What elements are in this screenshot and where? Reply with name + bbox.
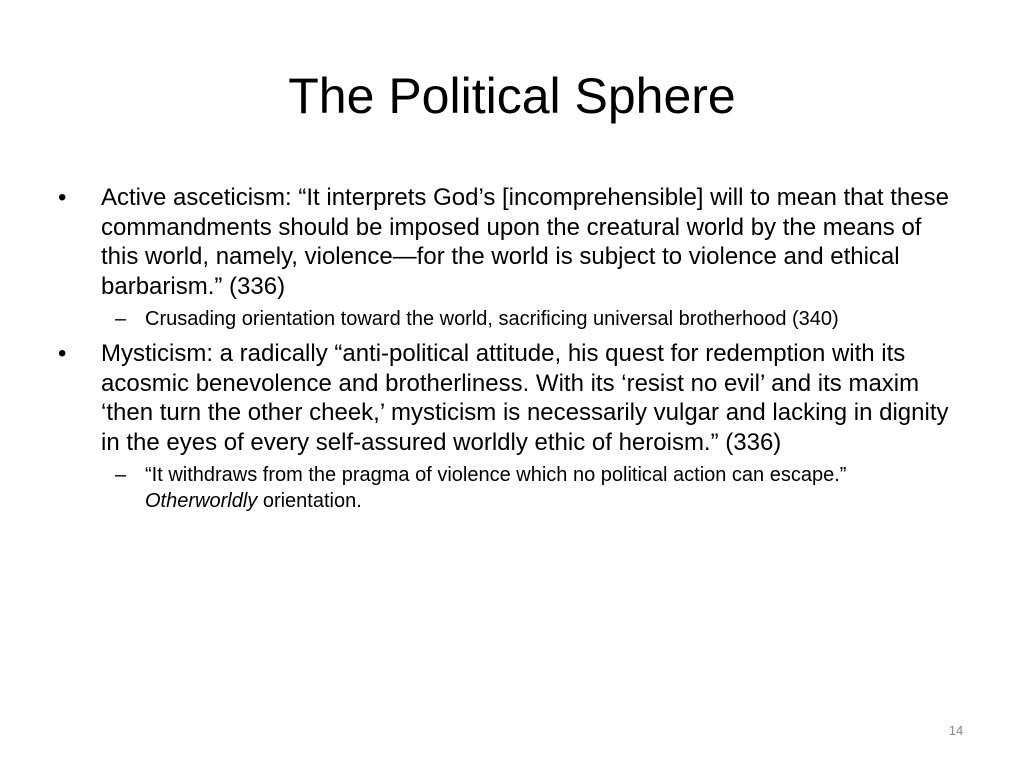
slide-body xyxy=(56,183,956,521)
bullet-marker: • xyxy=(58,340,67,367)
bullet-active-asceticism xyxy=(56,183,956,301)
sub-bullet-italic: Otherworldly xyxy=(145,490,258,512)
sub-bullet-withdraws xyxy=(101,462,956,514)
page-number: 14 xyxy=(948,723,964,738)
sub-bullet-text: Crusading orientation toward the world, sacrificing universal brotherhood (340) xyxy=(145,308,839,330)
slide-title: The Political Sphere xyxy=(288,68,736,124)
bullet-marker: • xyxy=(58,184,67,211)
bullet-text: Mysticism: a radically “anti-political attitude, his quest for redemption with its acosmic benevolence and brotherliness. With its ‘resist no evil’ and its maxim ‘then turn the other cheek,’ mysticism is necessarily vulgar and lacking in dignity in the eyes of every self-assured worldly ethic of heroism.” (336) xyxy=(101,340,949,456)
sub-bullet-text-end: orientation. xyxy=(257,490,362,512)
sub-bullet-marker: – xyxy=(115,464,127,486)
sub-bullet-marker: – xyxy=(115,308,127,330)
bullet-text: Active asceticism: “It interprets God’s [incomprehensible] will to mean that these commandments should be imposed upon the creatural world by the means of this world, namely, violence—for the world is subject to violence and ethical barbarism.” (336) xyxy=(101,184,949,300)
sub-bullet-crusading xyxy=(101,306,956,332)
sub-bullet-text-start: “It withdraws from the pragma of violence which no political action can escape.” xyxy=(145,464,847,486)
bullet-mysticism xyxy=(56,339,956,457)
